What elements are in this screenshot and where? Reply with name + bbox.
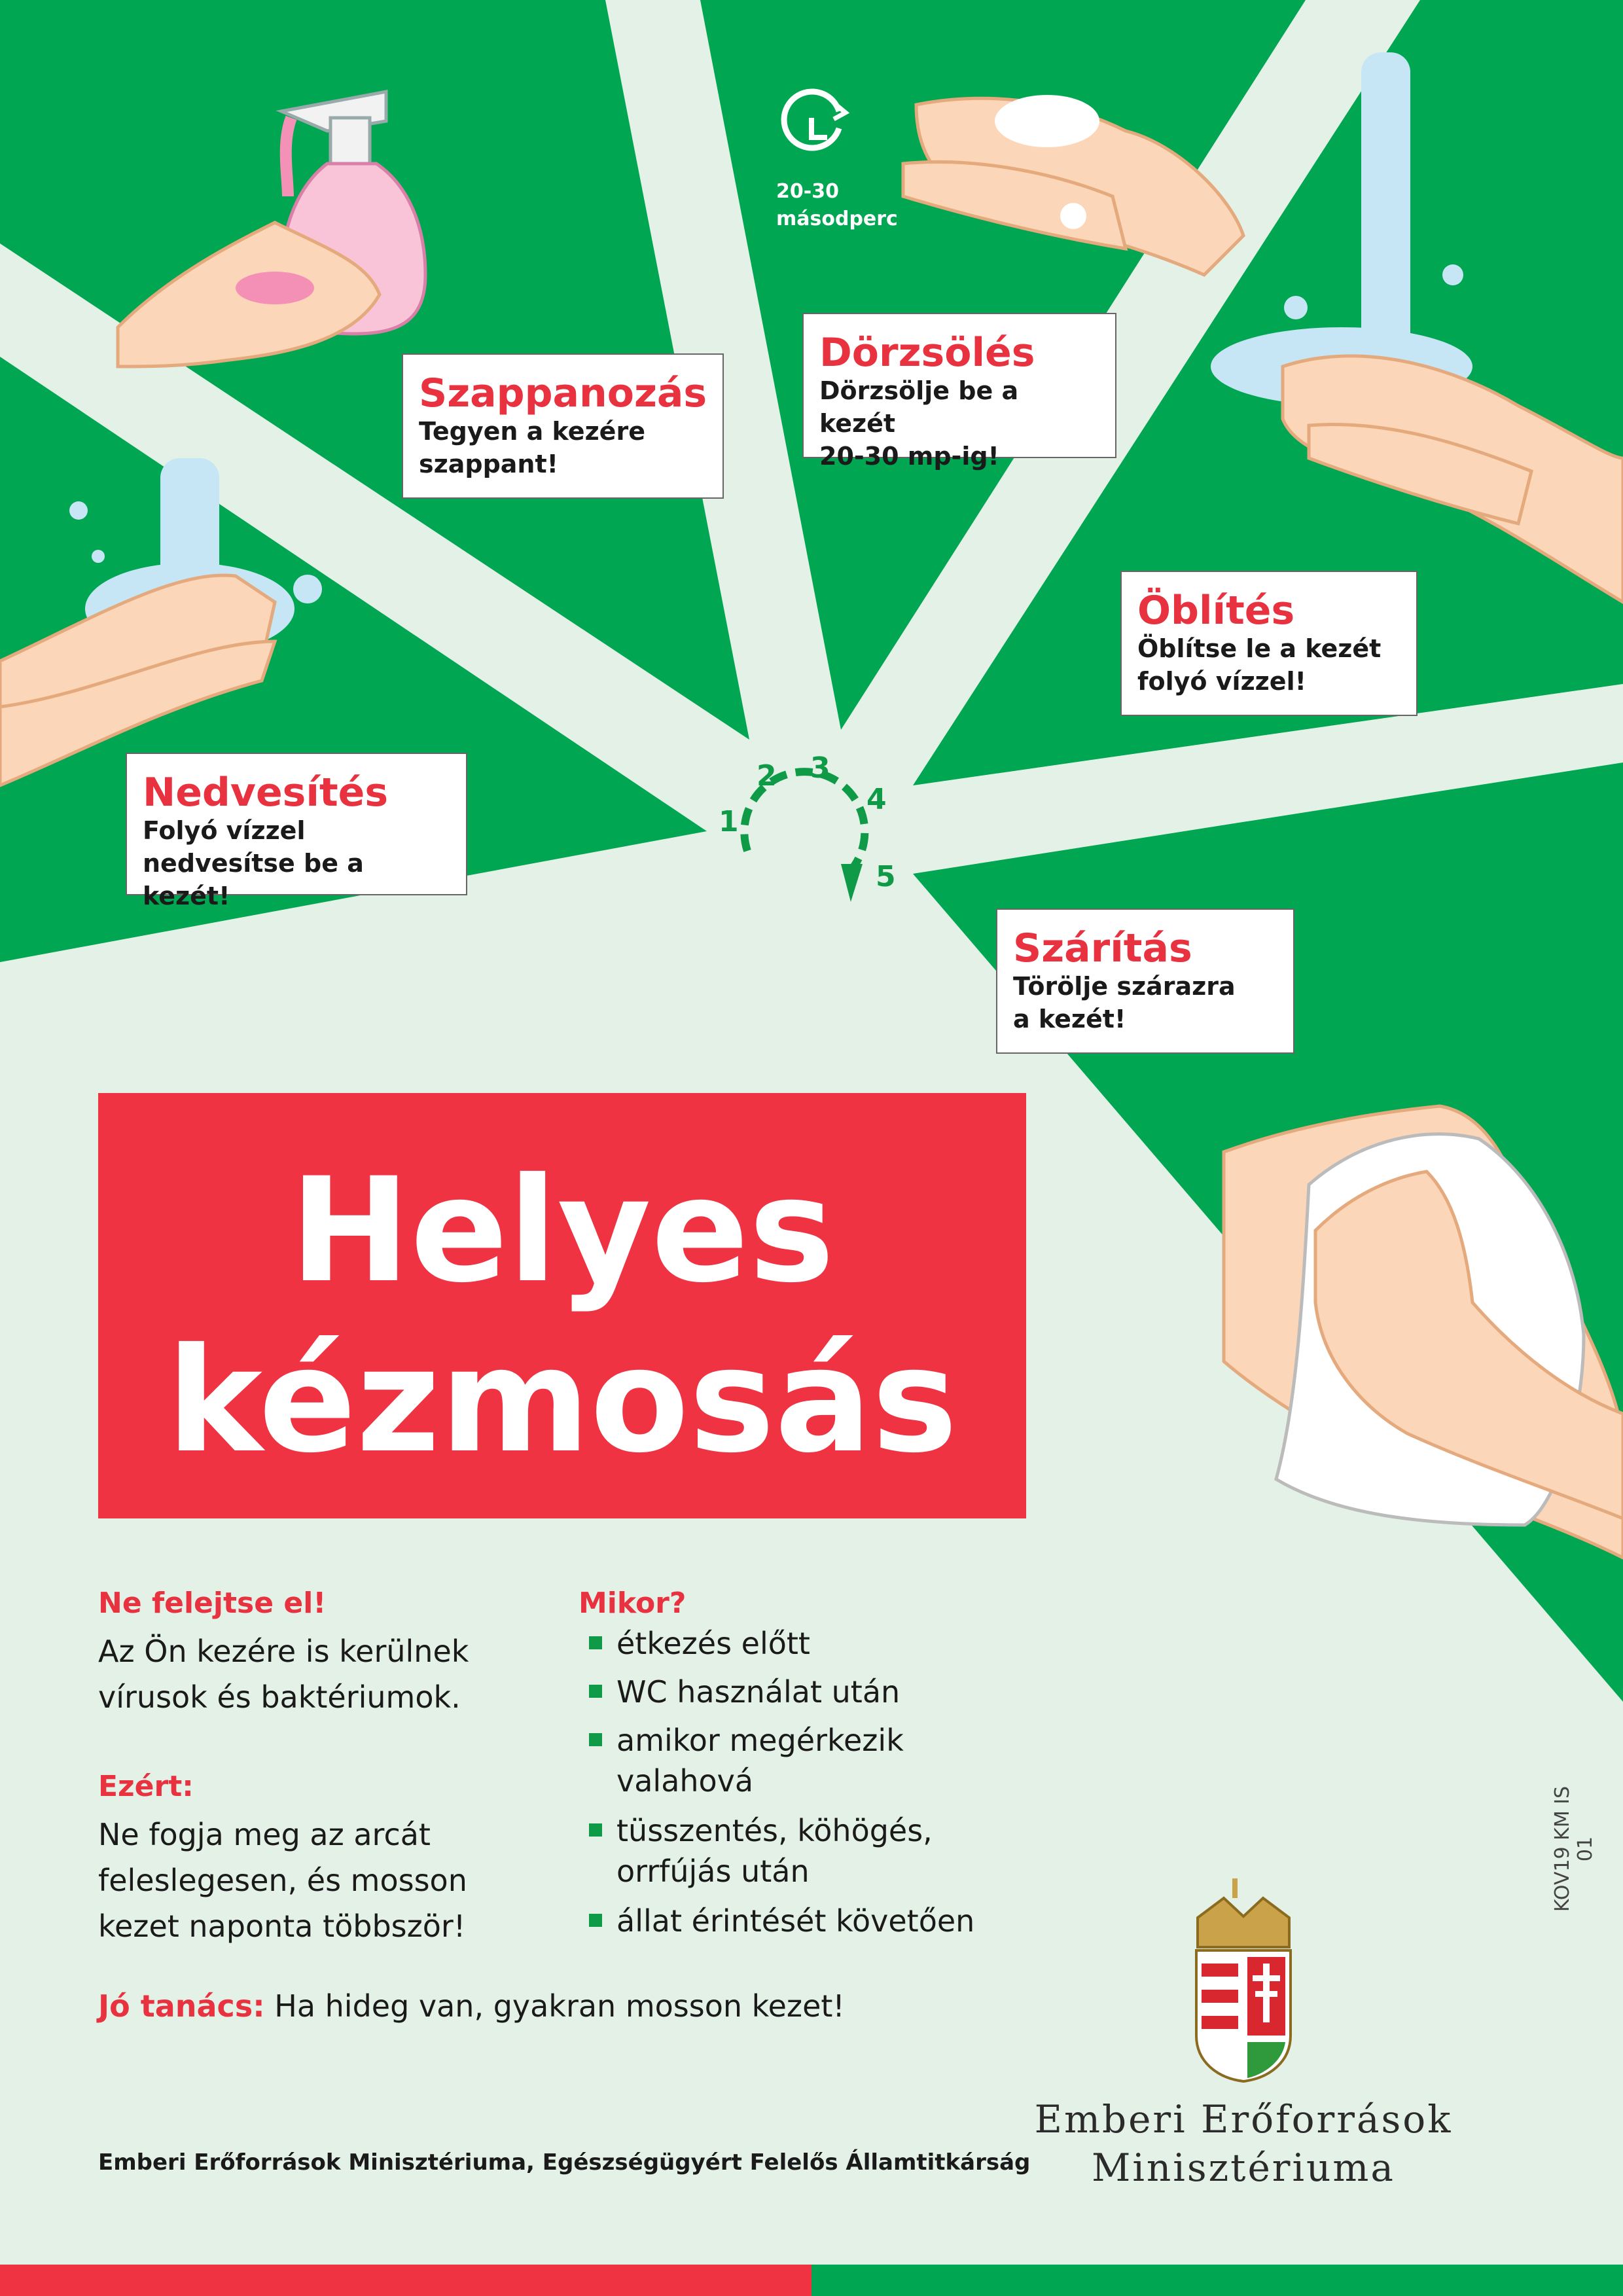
reminder-text: Az Ön kezére is kerülnek vírusok és baktériumok.: [98, 1634, 469, 1715]
step-title: Öblítés: [1137, 588, 1295, 634]
when-item: étkezés előtt: [616, 1626, 810, 1661]
cycle-number: 3: [810, 751, 830, 785]
bullet-icon: [589, 1733, 602, 1746]
tip-text: Ha hideg van, gyakran mosson kezet!: [274, 1988, 845, 2024]
step-szappanozas-box: [402, 353, 724, 499]
therefore-text: Ne fogja meg az arcát feleslegesen, és mosson kezet naponta többször!: [98, 1817, 467, 1944]
bullet-icon: [589, 1823, 602, 1837]
cycle-number: 1: [719, 805, 739, 838]
when-item: WC használat után: [616, 1674, 901, 1710]
therefore-heading: Ezért:: [98, 1770, 194, 1803]
step-dorzsoles-box: [802, 313, 1116, 471]
bullet-icon: [589, 1636, 602, 1649]
title-banner: [98, 1093, 1026, 1518]
bullet-icon: [589, 1685, 602, 1698]
cycle-number: 5: [876, 860, 896, 893]
timer-label: 20-30 másodperc: [776, 180, 898, 230]
step-nedvesites-box: [126, 753, 467, 910]
step-description: Öblítse le a kezét folyó vízzel!: [1137, 634, 1382, 696]
bottom-strip-green: [812, 2265, 1623, 2296]
reminder-heading: Ne felejtse el!: [98, 1587, 327, 1620]
document-code: KOV19 KM IS 01: [1551, 1785, 1597, 1912]
step-title: Dörzsölés: [819, 330, 1035, 376]
cycle-number: 2: [757, 759, 777, 793]
step-description: Tegyen a kezére szappant!: [419, 417, 645, 478]
bullet-icon: [589, 1914, 602, 1927]
when-item: amikor megérkezik valahová: [616, 1723, 904, 1799]
step-title: Szárítás: [1013, 925, 1192, 971]
step-szaritas-box: [996, 908, 1294, 1054]
step-title: Nedvesítés: [143, 770, 389, 816]
title-line-2: kézmosás: [166, 1317, 958, 1484]
when-item: tüsszentés, köhögés, orrfújás után: [616, 1813, 933, 1889]
ministry-name-line-1: Emberi Erőforrások: [1034, 2097, 1453, 2142]
step-description: Törölje szárazra a kezét!: [1013, 972, 1236, 1033]
step-description: Folyó vízzel nedvesítse be a kezét!: [143, 816, 364, 910]
tip-label: Jó tanács:: [98, 1988, 265, 2024]
when-heading: Mikor?: [579, 1587, 687, 1620]
bottom-strip-red: [0, 2265, 812, 2296]
title-line-1: Helyes: [289, 1147, 835, 1314]
tip-line: [98, 1988, 845, 2024]
step-title: Szappanozás: [419, 370, 707, 416]
publisher-text: Emberi Erőforrások Minisztériuma, Egészségügyért Felelős Államtitkárság: [98, 2149, 1031, 2176]
step-description: Dörzsölje be a kezét 20-30 mp-ig!: [819, 376, 1019, 471]
cycle-number: 4: [866, 783, 887, 816]
step-oblites-box: [1120, 571, 1418, 716]
ministry-name-line-2: Minisztériuma: [1091, 2145, 1395, 2190]
when-item: állat érintését követően: [616, 1903, 975, 1939]
